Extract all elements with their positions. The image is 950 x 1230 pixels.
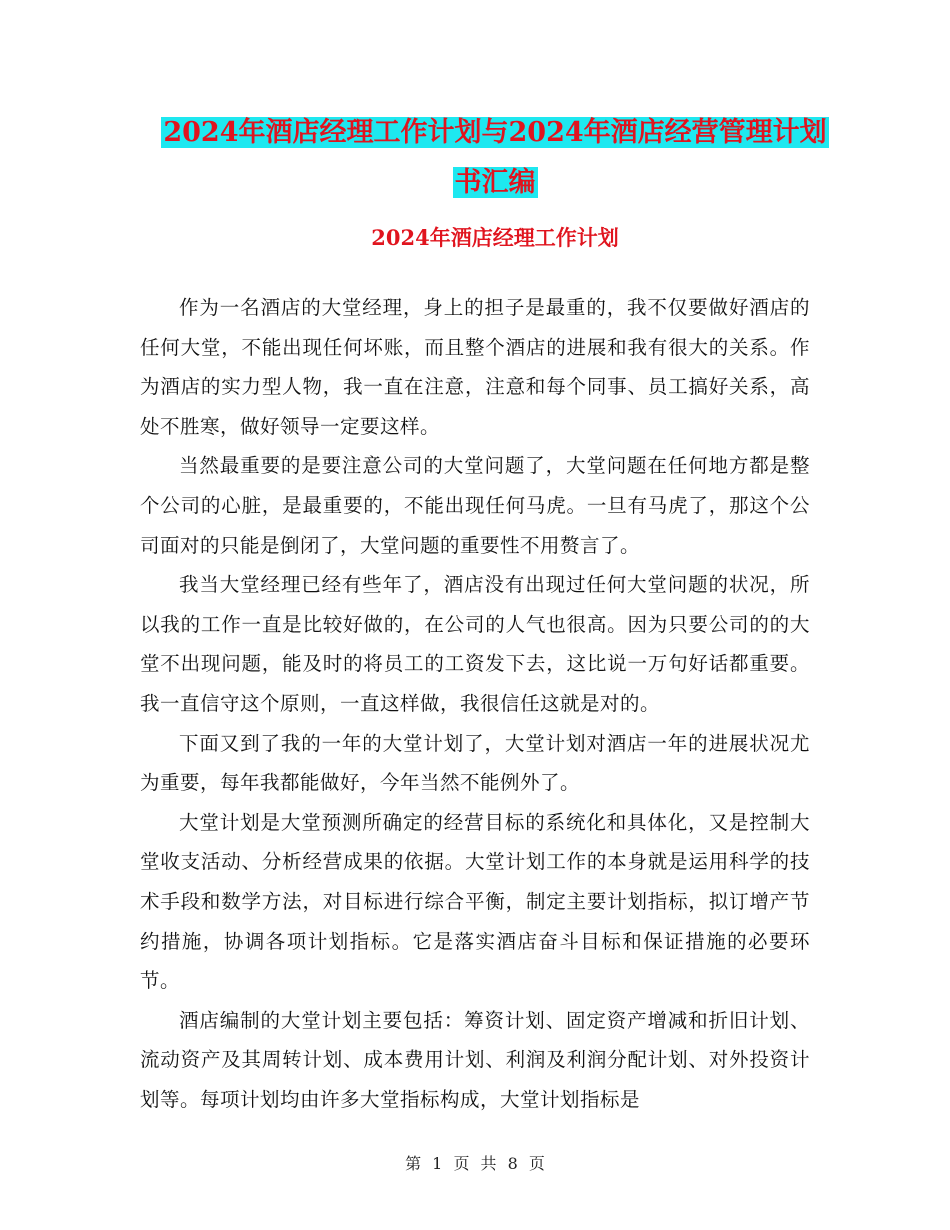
paragraph: 酒店编制的大堂计划主要包括：筹资计划、固定资产增减和折旧计划、流动资产及其周转计划、成本费用计划、利润及利润分配计划、对外投资计划等。每项计划均由许多大堂指标构成，大堂计划指标是	[140, 1008, 810, 1111]
section-title: 2024年酒店经理工作计划	[371, 225, 619, 250]
paragraph: 作为一名酒店的大堂经理，身上的担子是最重的，我不仅要做好酒店的任何大堂，不能出现任何坏账，而且整个酒店的进展和我有很大的关系。作为酒店的实力型人物，我一直在注意，注意和每个同事、员工搞好关系，高处不胜寒，做好领导一定要这样。	[140, 296, 810, 438]
paragraph: 下面又到了我的一年的大堂计划了，大堂计划对酒店一年的进展状况尤为重要，每年我都能做好，今年当然不能例外了。	[140, 731, 810, 795]
document-title	[140, 108, 850, 208]
document-title-line-2: 书汇编	[454, 167, 536, 198]
document-body	[140, 288, 810, 1119]
paragraph: 当然最重要的是要注意公司的大堂问题了，大堂问题在任何地方都是整个公司的心脏，是最重要的，不能出现任何马虎。一旦有马虎了，那这个公司面对的只能是倒闭了，大堂问题的重要性不用赘言了。	[140, 454, 810, 557]
document-title-line-1: 2024年酒店经理工作计划与2024年酒店经营管理计划	[163, 117, 827, 148]
page-number-footer: 第 1 页 共 8 页	[405, 1154, 545, 1173]
paragraph: 我当大堂经理已经有些年了，酒店没有出现过任何大堂问题的状况，所以我的工作一直是比较好做的，在公司的人气也很高。因为只要公司的的大堂不出现问题，能及时的将员工的工资发下去，这比说一万句好话都重要。我一直信守这个原则，一直这样做，我很信任这就是对的。	[140, 573, 810, 715]
paragraph: 大堂计划是大堂预测所确定的经营目标的系统化和具体化，又是控制大堂收支活动、分析经营成果的依据。大堂计划工作的本身就是运用科学的技术手段和数学方法，对目标进行综合平衡，制定主要计划指标，拟订增产节约措施，协调各项计划指标。它是落实酒店奋斗目标和保证措施的必要环节。	[140, 810, 810, 993]
